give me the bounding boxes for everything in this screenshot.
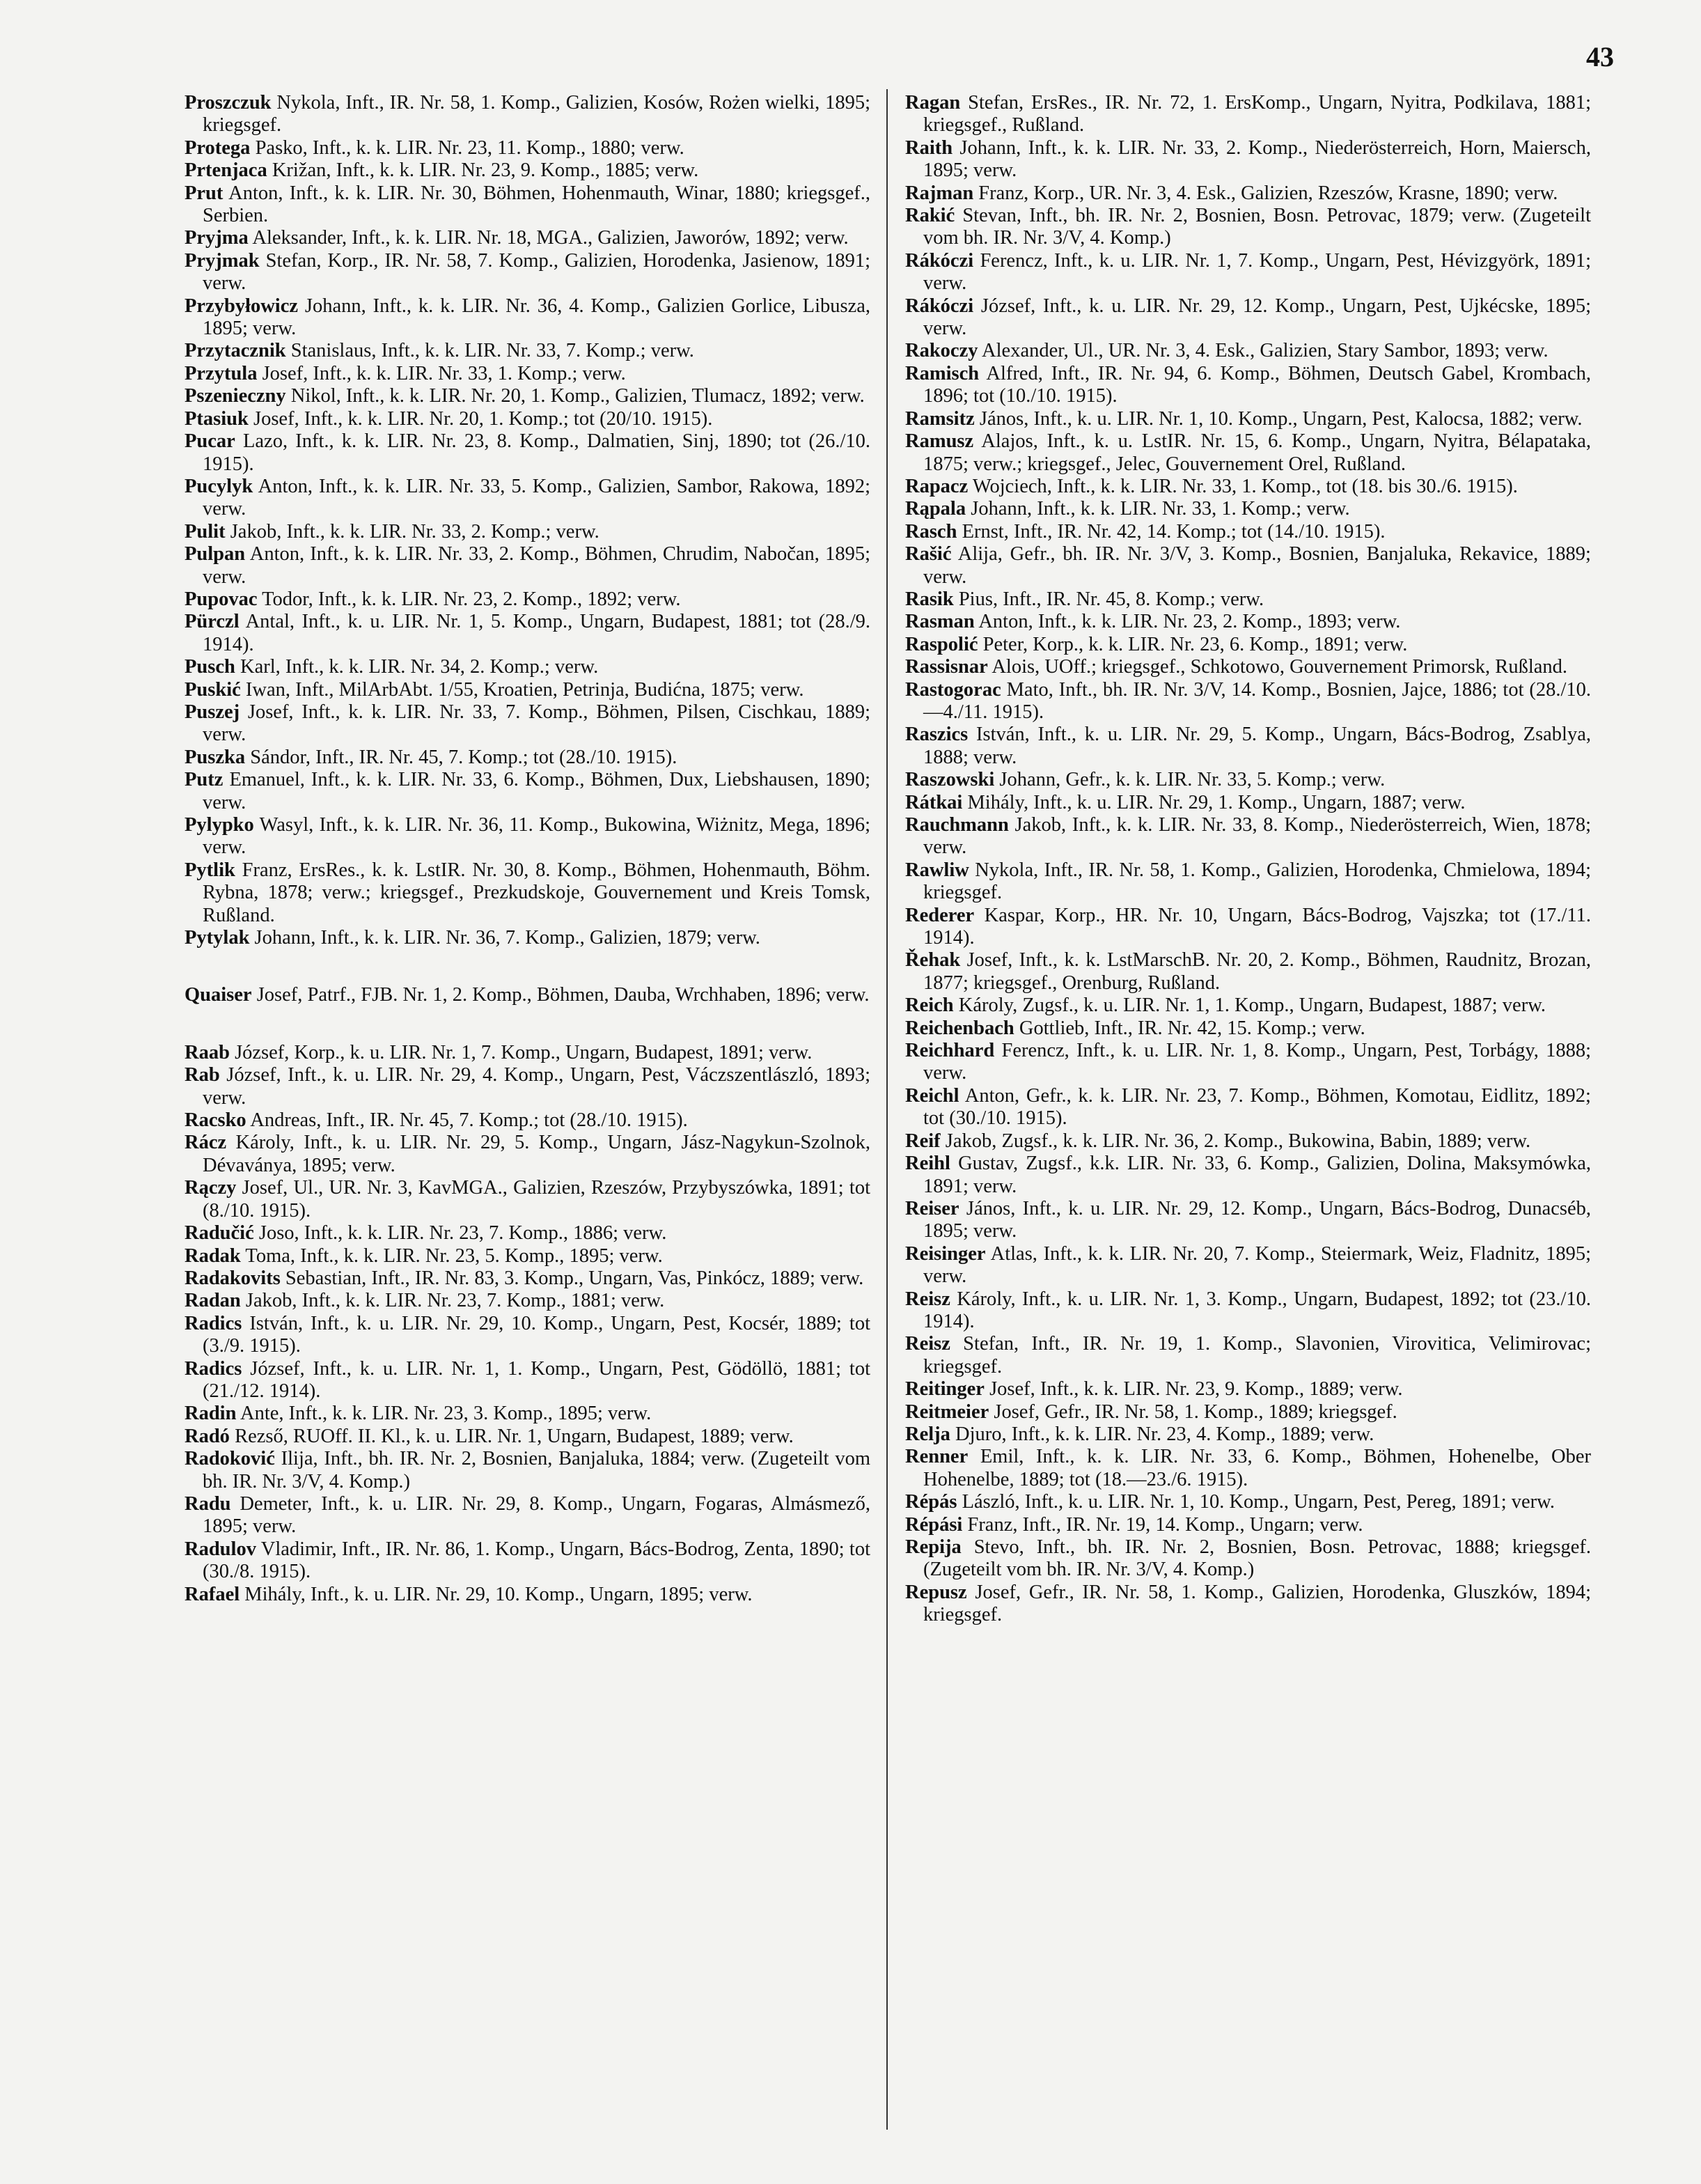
entry-details: Iwan, Inft., MilArbAbt. 1/55, Kroatien, Petrinja, Budićna, 1875; verw. — [245, 678, 804, 701]
entry-details: Nykola, Inft., IR. Nr. 58, 1. Komp., Galizien, Kosów, Rożen wielki, 1895; kriegsgef. — [203, 92, 870, 136]
entry-details: Franz, Korp., UR. Nr. 3, 4. Esk., Galizien, Rzeszów, Krasne, 1890; verw. — [978, 182, 1558, 204]
entry-details: László, Inft., k. u. LIR. Nr. 1, 10. Komp., Ungarn, Pest, Pereg, 1891; verw. — [962, 1491, 1555, 1513]
register-entry — [185, 769, 870, 814]
entry-surname: Rauchmann — [905, 814, 1009, 836]
entry-surname: Pulpan — [185, 543, 246, 566]
entry-details: Josef, Inft., k. k. LIR. Nr. 23, 9. Komp., 1889; verw. — [989, 1378, 1403, 1401]
entry-surname: Pylypko — [185, 814, 254, 836]
register-entry — [905, 1040, 1591, 1085]
entry-surname: Radin — [185, 1403, 237, 1425]
entry-details: Johann, Inft., k. k. LIR. Nr. 33, 2. Komp., Niederösterreich, Horn, Maiersch, 1895; verw. — [923, 136, 1592, 182]
entry-details: Anton, Inft., k. k. LIR. Nr. 30, Böhmen, Hohenmauth, Winar, 1880; kriegsgef., Serbien. — [203, 182, 870, 227]
register-entry — [905, 1536, 1591, 1582]
register-entry — [905, 1017, 1591, 1040]
entry-surname: Pucar — [185, 430, 235, 453]
entry-details: Ante, Inft., k. k. LIR. Nr. 23, 3. Komp., 1895; verw. — [240, 1403, 652, 1425]
entry-details: Stefan, Inft., IR. Nr. 19, 1. Komp., Slavonien, Virovitica, Velimirovac; kriegsgef. — [923, 1333, 1592, 1378]
entry-details: Mihály, Inft., k. u. LIR. Nr. 29, 1. Komp., Ungarn, 1887; verw. — [967, 791, 1466, 813]
entry-surname: Pürczl — [185, 611, 240, 633]
register-entry — [185, 295, 870, 341]
entry-surname: Prtenjaca — [185, 159, 267, 182]
entry-details: Josef, Inft., k. k. LIR. Nr. 33, 1. Komp.; verw. — [262, 362, 626, 384]
entry-details: Johann, Inft., k. k. LIR. Nr. 33, 1. Komp.; verw. — [971, 498, 1350, 520]
register-entry — [905, 295, 1591, 341]
entry-details: Josef, Inft., k. k. LstMarschB. Nr. 20, 2. Komp., Böhmen, Raudnitz, Brozan, 1877; kriegsgef., Orenburg, Rußland. — [923, 949, 1591, 994]
entry-surname: Reiser — [905, 1197, 959, 1219]
entry-surname: Reif — [905, 1130, 941, 1152]
entry-details: Djuro, Inft., k. k. LIR. Nr. 23, 4. Komp., 1889; verw. — [955, 1423, 1374, 1445]
register-entry — [905, 137, 1591, 182]
entry-details: Stefan, ErsRes., IR. Nr. 72, 1. ErsKomp., Ungarn, Nyitra, Podkilava, 1881; kriegsgef., Rußland. — [923, 92, 1591, 136]
entry-details: Jakob, Inft., k. k. LIR. Nr. 23, 7. Komp., 1881; verw. — [245, 1290, 665, 1312]
entry-details: Nykola, Inft., IR. Nr. 58, 1. Komp., Galizien, Horodenka, Chmielowa, 1894; kriegsgef. — [923, 859, 1591, 904]
entry-details: Demeter, Inft., k. u. LIR. Nr. 29, 8. Komp., Ungarn, Fogaras, Almásmező, 1895; verw. — [203, 1492, 870, 1538]
entry-details: Alajos, Inft., k. u. LstIR. Nr. 15, 6. Komp., Ungarn, Nyitra, Bélapataka, 1875; verw.; kriegsgef., Jelec, Gouvernement Orel, Rußland. — [923, 430, 1591, 475]
register-entry — [185, 1268, 870, 1290]
register-entry — [185, 1358, 870, 1403]
entry-surname: Répás — [905, 1491, 957, 1513]
entry-details: Anton, Inft., k. k. LIR. Nr. 23, 2. Komp., 1893; verw. — [978, 611, 1401, 633]
register-entry — [185, 1584, 870, 1606]
entry-details: Joso, Inft., k. k. LIR. Nr. 23, 7. Komp., 1886; verw. — [258, 1222, 667, 1245]
register-entry — [185, 1313, 870, 1358]
entry-surname: Repusz — [905, 1581, 967, 1603]
register-entry — [905, 814, 1591, 859]
register-entry — [905, 1401, 1591, 1424]
entry-surname: Reitinger — [905, 1378, 985, 1401]
entry-details: Anton, Inft., k. k. LIR. Nr. 33, 5. Komp., Galizien, Sambor, Rakowa, 1892; verw. — [203, 475, 871, 520]
entry-details: Károly, Inft., k. u. LIR. Nr. 1, 3. Komp., Ungarn, Budapest, 1892; tot (23./10. 1914). — [923, 1288, 1591, 1332]
entry-details: Johann, Inft., k. k. LIR. Nr. 36, 7. Komp., Galizien, 1879; verw. — [254, 927, 760, 949]
entry-details: Ferencz, Inft., k. u. LIR. Nr. 1, 7. Komp., Ungarn, Pest, Hévizgyörk, 1891; verw. — [923, 249, 1591, 295]
register-entry — [905, 724, 1591, 769]
entry-details: Nikol, Inft., k. k. LIR. Nr. 20, 1. Komp., Galizien, Tlumacz, 1892; verw. — [290, 385, 865, 407]
entry-details: Gustav, Zugsf., k.k. LIR. Nr. 33, 6. Komp., Galizien, Dolina, Maksymówka, 1891; verw. — [923, 1153, 1592, 1197]
entry-details: Pius, Inft., IR. Nr. 45, 8. Komp.; verw. — [958, 588, 1264, 610]
entry-details: János, Inft., k. u. LIR. Nr. 1, 10. Komp., Ungarn, Pest, Kalocsa, 1882; verw. — [979, 407, 1583, 430]
register-entry — [905, 1424, 1591, 1446]
entry-surname: Przybyłowicz — [185, 295, 299, 317]
register-entry — [905, 656, 1591, 678]
entry-surname: Radoković — [185, 1448, 275, 1470]
entry-surname: Radak — [185, 1245, 241, 1267]
register-entry — [185, 1403, 870, 1425]
entry-surname: Raspolić — [905, 633, 978, 655]
column-divider — [886, 89, 888, 2130]
entry-details: Aleksander, Inft., k. k. LIR. Nr. 18, MGA., Galizien, Jaworów, 1892; verw. — [252, 227, 849, 249]
entry-details: Sándor, Inft., IR. Nr. 45, 7. Komp.; tot (28./10. 1915). — [250, 746, 677, 768]
entry-details: Josef, Gefr., IR. Nr. 58, 1. Komp., Galizien, Horodenka, Gluszków, 1894; kriegsgef. — [923, 1581, 1592, 1626]
entry-surname: Reihl — [905, 1153, 950, 1175]
entry-surname: Przytacznik — [185, 340, 286, 362]
entry-surname: Rab — [185, 1064, 220, 1086]
left-column — [185, 92, 870, 1606]
entry-details: Antal, Inft., k. u. LIR. Nr. 1, 5. Komp., Ungarn, Budapest, 1881; tot (28./9. 1914). — [203, 611, 870, 655]
entry-surname: Rácz — [185, 1132, 227, 1154]
register-entry — [905, 1378, 1591, 1401]
entry-details: Alexander, Ul., UR. Nr. 3, 4. Esk., Galizien, Stary Sambor, 1893; verw. — [982, 340, 1549, 362]
entry-surname: Rawliw — [905, 859, 969, 881]
register-entry — [905, 859, 1591, 905]
register-entry — [185, 408, 870, 430]
entry-surname: Rasik — [905, 588, 954, 610]
register-entry — [905, 498, 1591, 520]
register-entry — [185, 227, 870, 249]
entry-surname: Putz — [185, 769, 224, 791]
entry-details: Križan, Inft., k. k. LIR. Nr. 23, 9. Komp., 1885; verw. — [272, 159, 699, 182]
entry-surname: Pusch — [185, 656, 235, 678]
entry-details: Jakob, Zugsf., k. k. LIR. Nr. 36, 2. Komp., Bukowina, Babin, 1889; verw. — [945, 1130, 1531, 1152]
entry-details: Stanislaus, Inft., k. k. LIR. Nr. 33, 7. Komp.; verw. — [290, 340, 694, 362]
entry-details: Károly, Inft., k. u. LIR. Nr. 29, 5. Komp., Ungarn, Jász-Nagykun-Szolnok, Dévaványa, 1895; verw. — [203, 1132, 871, 1176]
register-entry — [905, 92, 1591, 137]
entry-surname: Puszej — [185, 701, 240, 723]
entry-details: Anton, Inft., k. k. LIR. Nr. 33, 2. Komp., Böhmen, Chrudim, Nabočan, 1895; verw. — [203, 543, 870, 588]
section-gap — [185, 949, 870, 984]
register-entry — [185, 747, 870, 769]
register-entry — [905, 1130, 1591, 1153]
register-entry — [185, 1222, 870, 1245]
register-entry — [185, 340, 870, 362]
entry-surname: Reitmeier — [905, 1401, 989, 1423]
entry-details: Emil, Inft., k. k. LIR. Nr. 33, 6. Komp., Böhmen, Hohenelbe, Ober Hohenelbe, 1889; tot (18.—23./6. 1915). — [923, 1446, 1591, 1490]
entry-details: Pasko, Inft., k. k. LIR. Nr. 23, 11. Komp., 1880; verw. — [255, 136, 684, 159]
entry-details: Franz, ErsRes., k. k. LstIR. Nr. 30, 8. Komp., Böhmen, Hohenmauth, Böhm. Rybna, 1878; verw.; kriegsgef., Prezkudskoje, Gouvernement und Kreis Tomsk, Rußland. — [203, 859, 870, 926]
register-entry — [905, 363, 1591, 408]
entry-surname: Rastogorac — [905, 678, 1001, 701]
entry-surname: Prut — [185, 182, 224, 204]
register-entry — [185, 1538, 870, 1584]
entry-surname: Pytylak — [185, 927, 250, 949]
register-entry — [905, 679, 1591, 724]
register-entry — [185, 250, 870, 295]
entry-details: Kaspar, Korp., HR. Nr. 10, Ungarn, Bács-Bodrog, Vajszka; tot (17./11. 1914). — [923, 904, 1591, 949]
entry-details: Josef, Ul., UR. Nr. 3, KavMGA., Galizien, Rzeszów, Przybyszówka, 1891; tot (8./10. 1915). — [203, 1177, 870, 1222]
entry-details: Mato, Inft., bh. IR. Nr. 3/V, 14. Komp., Bosnien, Jajce, 1886; tot (28./10.—4./11. 1915). — [923, 678, 1591, 723]
entry-details: Alfred, Inft., IR. Nr. 94, 6. Komp., Böhmen, Deutsch Gabel, Krombach, 1896; tot (10./10. 1915). — [923, 362, 1591, 407]
entry-surname: Reichl — [905, 1084, 959, 1107]
entry-details: Sebastian, Inft., IR. Nr. 83, 3. Komp., Ungarn, Vas, Pinkócz, 1889; verw. — [285, 1267, 864, 1289]
register-entry — [185, 363, 870, 385]
register-entry — [905, 905, 1591, 950]
register-entry — [905, 476, 1591, 498]
entry-surname: Rapacz — [905, 475, 969, 497]
entry-surname: Rassisnar — [905, 656, 988, 678]
entry-surname: Pulit — [185, 520, 226, 543]
register-entry — [905, 792, 1591, 814]
entry-details: Jakob, Inft., k. k. LIR. Nr. 33, 2. Komp.; verw. — [230, 520, 599, 543]
entry-surname: Radó — [185, 1425, 230, 1447]
entry-surname: Rašić — [905, 543, 952, 566]
entry-details: József, Korp., k. u. LIR. Nr. 1, 7. Komp., Ungarn, Budapest, 1891; verw. — [235, 1041, 813, 1063]
entry-surname: Puskić — [185, 678, 241, 701]
register-entry — [905, 1333, 1591, 1378]
register-entry — [185, 611, 870, 656]
register-entry — [185, 521, 870, 543]
register-entry — [905, 1582, 1591, 1627]
entry-surname: Rączy — [185, 1177, 237, 1199]
entry-details: Ernst, Inft., IR. Nr. 42, 14. Komp.; tot (14./10. 1915). — [962, 520, 1386, 543]
register-entry — [185, 859, 870, 927]
entry-details: Peter, Korp., k. k. LIR. Nr. 23, 6. Komp., 1891; verw. — [982, 633, 1408, 655]
entry-surname: Pryjmak — [185, 249, 260, 272]
entry-surname: Rákóczi — [905, 249, 974, 272]
entry-surname: Reichhard — [905, 1040, 995, 1062]
register-entry — [185, 1493, 870, 1538]
register-entry — [185, 701, 870, 747]
entry-details: Josef, Inft., k. k. LIR. Nr. 33, 7. Komp., Böhmen, Pilsen, Cischkau, 1889; verw. — [203, 701, 871, 746]
entry-surname: Ramusz — [905, 430, 974, 453]
entry-surname: Řehak — [905, 949, 961, 972]
section-gap — [185, 1007, 870, 1042]
entry-surname: Radulov — [185, 1538, 256, 1560]
register-entry — [185, 927, 870, 949]
register-entry — [185, 656, 870, 678]
entry-surname: Reich — [905, 994, 954, 1017]
right-column — [905, 92, 1591, 1627]
entry-details: Lazo, Inft., k. k. LIR. Nr. 23, 8. Komp., Dalmatien, Sinj, 1890; tot (26./10. 1915). — [203, 430, 871, 475]
register-entry — [185, 679, 870, 701]
entry-details: Mihály, Inft., k. u. LIR. Nr. 29, 10. Komp., Ungarn, 1895; verw. — [244, 1583, 753, 1605]
register-entry — [905, 430, 1591, 476]
register-entry — [185, 92, 870, 137]
register-entry — [905, 588, 1591, 611]
entry-details: Vladimir, Inft., IR. Nr. 86, 1. Komp., Ungarn, Bács-Bodrog, Zenta, 1890; tot (30./8. 1915). — [203, 1538, 870, 1583]
entry-surname: Protega — [185, 136, 251, 159]
entry-surname: Raszics — [905, 724, 969, 746]
register-entry — [185, 182, 870, 228]
register-entry — [185, 430, 870, 476]
register-entry — [185, 1426, 870, 1448]
register-entry — [905, 340, 1591, 362]
register-entry — [905, 769, 1591, 791]
register-entry — [905, 1153, 1591, 1198]
register-entry — [185, 1448, 870, 1493]
entry-surname: Répási — [905, 1513, 963, 1536]
entry-surname: Quaiser — [185, 984, 252, 1006]
entry-surname: Racsko — [185, 1109, 246, 1132]
entry-surname: Radakovits — [185, 1267, 281, 1289]
register-entry — [185, 588, 870, 611]
register-entry — [905, 1243, 1591, 1288]
register-entry — [185, 1177, 870, 1222]
entry-surname: Ptasiuk — [185, 407, 249, 430]
entry-details: Wasyl, Inft., k. k. LIR. Nr. 36, 11. Komp., Bukowina, Wiżnitz, Mega, 1896; verw. — [203, 814, 870, 859]
entry-details: Ferencz, Inft., k. u. LIR. Nr. 1, 8. Komp., Ungarn, Pest, Torbágy, 1888; verw. — [923, 1040, 1592, 1084]
entry-surname: Rákóczi — [905, 295, 974, 317]
register-entry — [185, 1132, 870, 1177]
entry-surname: Ragan — [905, 92, 961, 114]
entry-details: Wojciech, Inft., k. k. LIR. Nr. 33, 1. Komp., tot (18. bis 30./6. 1915). — [972, 475, 1518, 497]
register-entry — [185, 476, 870, 521]
entry-surname: Rajman — [905, 182, 974, 204]
entry-details: Emanuel, Inft., k. k. LIR. Nr. 33, 6. Komp., Böhmen, Dux, Liebshausen, 1890; verw. — [203, 769, 871, 813]
register-entry — [185, 814, 870, 859]
entry-surname: Relja — [905, 1423, 950, 1445]
entry-details: József, Inft., k. u. LIR. Nr. 1, 1. Komp., Ungarn, Pest, Gödöllö, 1881; tot (21./12. 1914). — [203, 1357, 870, 1402]
entry-surname: Pytlik — [185, 859, 235, 881]
entry-surname: Pryjma — [185, 227, 249, 249]
entry-details: Josef, Patrf., FJB. Nr. 1, 2. Komp., Böhmen, Dauba, Wrchhaben, 1896; verw. — [256, 984, 870, 1006]
register-entry — [185, 1064, 870, 1109]
page-number: 43 — [1586, 41, 1614, 72]
entry-surname: Raszowski — [905, 769, 995, 791]
entry-details: Franz, Inft., IR. Nr. 19, 14. Komp., Ungarn; verw. — [967, 1513, 1363, 1536]
entry-surname: Rasch — [905, 520, 957, 543]
entry-details: Stevo, Inft., bh. IR. Nr. 2, Bosnien, Bosn. Petrovac, 1888; kriegsgef. (Zugeteilt vom bh. IR. Nr. 3/V, 4. Komp.) — [923, 1536, 1591, 1581]
entry-surname: Ramisch — [905, 362, 980, 384]
register-entry — [905, 408, 1591, 430]
entry-details: Josef, Gefr., IR. Nr. 58, 1. Komp., 1889; kriegsgef. — [994, 1401, 1397, 1423]
entry-surname: Pszenieczny — [185, 385, 286, 407]
entry-details: Todor, Inft., k. k. LIR. Nr. 23, 2. Komp., 1892; verw. — [262, 588, 681, 610]
entry-surname: Proszczuk — [185, 92, 272, 114]
register-entry — [185, 137, 870, 159]
register-entry — [905, 1446, 1591, 1491]
entry-surname: Rátkai — [905, 791, 963, 813]
entry-surname: Radics — [185, 1312, 242, 1334]
entry-surname: Radučić — [185, 1222, 254, 1245]
entry-details: Johann, Inft., k. k. LIR. Nr. 36, 4. Komp., Galizien Gorlice, Libusza, 1895; verw. — [203, 295, 871, 340]
entry-surname: Rakoczy — [905, 340, 978, 362]
entry-surname: Raab — [185, 1041, 230, 1063]
entry-surname: Reichenbach — [905, 1017, 1014, 1039]
entry-surname: Rafael — [185, 1583, 240, 1605]
register-entry — [185, 1290, 870, 1312]
entry-details: Andreas, Inft., IR. Nr. 45, 7. Komp.; tot (28./10. 1915). — [250, 1109, 688, 1132]
entry-surname: Przytula — [185, 362, 258, 384]
entry-surname: Renner — [905, 1446, 969, 1468]
entry-surname: Rasman — [905, 611, 975, 633]
entry-details: János, Inft., k. u. LIR. Nr. 29, 12. Komp., Ungarn, Bács-Bodrog, Dunacséb, 1895; verw. — [923, 1197, 1592, 1242]
entry-details: Alois, UOff.; kriegsgef., Schkotowo, Gouvernement Primorsk, Rußland. — [991, 656, 1568, 678]
register-entry — [905, 205, 1591, 250]
register-entry — [185, 1109, 870, 1132]
register-entry — [905, 1288, 1591, 1334]
register-entry — [185, 543, 870, 588]
register-entry — [905, 949, 1591, 994]
register-entry — [905, 1198, 1591, 1243]
entry-surname: Radu — [185, 1492, 231, 1515]
entry-details: Ilija, Inft., bh. IR. Nr. 2, Bosnien, Banjaluka, 1884; verw. (Zugeteilt vom bh. IR. Nr. 3/V, 4. Komp.) — [203, 1448, 871, 1492]
entry-details: Gottlieb, Inft., IR. Nr. 42, 15. Komp.; verw. — [1019, 1017, 1365, 1039]
register-entry — [185, 1245, 870, 1268]
entry-surname: Radan — [185, 1290, 241, 1312]
entry-details: József, Inft., k. u. LIR. Nr. 29, 4. Komp., Ungarn, Pest, Váczszentlászló, 1893; verw. — [203, 1064, 871, 1109]
entry-surname: Rederer — [905, 904, 975, 926]
register-entry — [905, 1514, 1591, 1536]
entry-details: Toma, Inft., k. k. LIR. Nr. 23, 5. Komp., 1895; verw. — [245, 1245, 663, 1267]
entry-surname: Rąpala — [905, 498, 966, 520]
entry-surname: Repija — [905, 1536, 962, 1558]
register-entry — [905, 634, 1591, 656]
entry-surname: Radics — [185, 1357, 242, 1380]
entry-details: Alija, Gefr., bh. IR. Nr. 3/V, 3. Komp., Bosnien, Banjaluka, Rekavice, 1889; verw. — [923, 543, 1591, 588]
entry-details: Jakob, Inft., k. k. LIR. Nr. 33, 8. Komp., Niederösterreich, Wien, 1878; verw. — [923, 814, 1591, 859]
entry-surname: Reisz — [905, 1288, 950, 1310]
register-entry — [905, 1085, 1591, 1130]
entry-details: Rezső, RUOff. II. Kl., k. u. LIR. Nr. 1, Ungarn, Budapest, 1889; verw. — [235, 1425, 794, 1447]
entry-details: István, Inft., k. u. LIR. Nr. 29, 10. Komp., Ungarn, Pest, Kocsér, 1889; tot (3./9. 1915). — [203, 1312, 870, 1357]
entry-details: Stevan, Inft., bh. IR. Nr. 2, Bosnien, Bosn. Petrovac, 1879; verw. (Zugeteilt vom bh. IR. Nr. 3/V, 4. Komp.) — [923, 205, 1592, 249]
register-entry — [905, 994, 1591, 1017]
entry-surname: Ramsitz — [905, 407, 975, 430]
entry-surname: Raith — [905, 136, 953, 159]
entry-surname: Pupovac — [185, 588, 258, 610]
entry-details: Johann, Gefr., k. k. LIR. Nr. 33, 5. Komp.; verw. — [999, 769, 1386, 791]
register-entry — [185, 984, 870, 1006]
entry-surname: Reisz — [905, 1333, 950, 1355]
register-entry — [185, 385, 870, 407]
register-entry — [185, 1042, 870, 1064]
entry-details: Károly, Zugsf., k. u. LIR. Nr. 1, 1. Komp., Ungarn, Budapest, 1887; verw. — [958, 994, 1546, 1017]
entry-details: Stefan, Korp., IR. Nr. 58, 7. Komp., Galizien, Horodenka, Jasienow, 1891; verw. — [203, 249, 870, 295]
register-entry — [905, 543, 1591, 588]
entry-surname: Puszka — [185, 746, 246, 768]
register-entry — [905, 611, 1591, 633]
register-entry — [185, 159, 870, 182]
entry-details: Josef, Inft., k. k. LIR. Nr. 20, 1. Komp.; tot (20/10. 1915). — [253, 407, 713, 430]
entry-details: Anton, Gefr., k. k. LIR. Nr. 23, 7. Komp., Böhmen, Komotau, Eidlitz, 1892; tot (30./10. 1915). — [923, 1084, 1591, 1130]
register-entry — [905, 1491, 1591, 1513]
entry-details: István, Inft., k. u. LIR. Nr. 29, 5. Komp., Ungarn, Bács-Bodrog, Zsablya, 1888; verw. — [923, 724, 1592, 768]
register-entry — [905, 182, 1591, 205]
entry-details: Karl, Inft., k. k. LIR. Nr. 34, 2. Komp.; verw. — [240, 656, 599, 678]
register-entry — [905, 521, 1591, 543]
entry-surname: Pucylyk — [185, 475, 253, 497]
register-entry — [905, 250, 1591, 295]
entry-details: Atlas, Inft., k. k. LIR. Nr. 20, 7. Komp., Steiermark, Weiz, Fladnitz, 1895; verw. — [923, 1242, 1591, 1288]
entry-details: József, Inft., k. u. LIR. Nr. 29, 12. Komp., Ungarn, Pest, Ujkécske, 1895; verw. — [923, 295, 1591, 340]
entry-surname: Reisinger — [905, 1242, 986, 1265]
entry-surname: Rakić — [905, 205, 955, 227]
